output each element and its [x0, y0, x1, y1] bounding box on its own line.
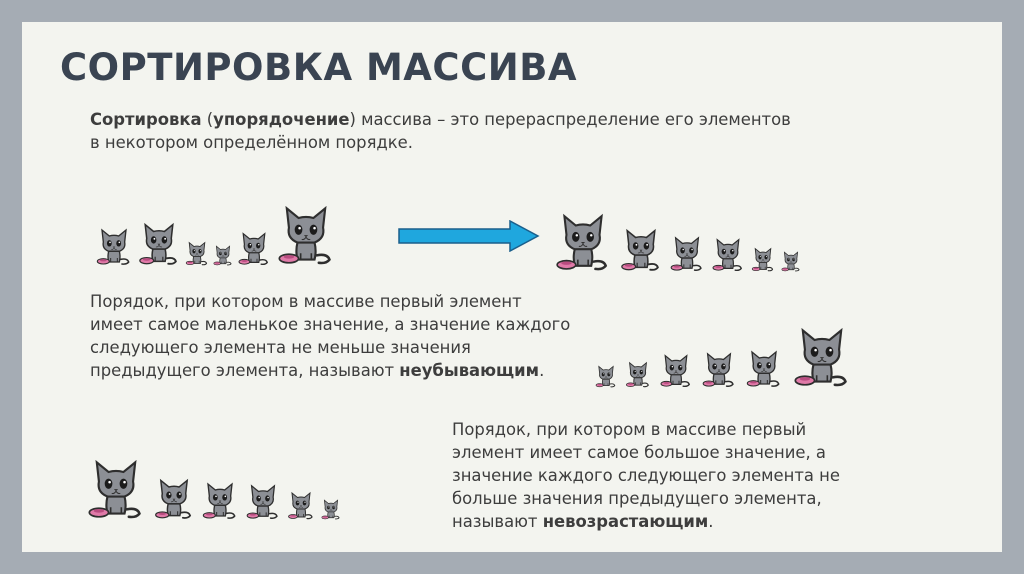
cat-icon — [212, 244, 234, 266]
nondecreasing-line3: следующего элемента не меньше значения — [90, 338, 471, 357]
cat-icon — [184, 240, 210, 266]
sorted-cats-row — [552, 198, 806, 272]
cat-icon — [244, 482, 282, 520]
descending-cats-row — [84, 444, 346, 520]
nonincreasing-paragraph — [452, 418, 882, 533]
nonincreasing-line3: значение каждого следующего элемента не — [452, 466, 840, 485]
cat-icon — [710, 236, 746, 272]
right-arrow-icon — [398, 220, 540, 256]
term-ordering: упорядочение — [213, 110, 350, 129]
cat-icon — [94, 226, 134, 266]
cat-icon — [236, 230, 272, 266]
term-nondecreasing: неубывающим — [399, 361, 540, 380]
nonincreasing-line4: больше значения предыдущего элемента, — [452, 489, 822, 508]
cat-icon — [790, 324, 854, 388]
close-paren: ) — [349, 110, 356, 129]
slide — [22, 22, 1002, 552]
cat-icon — [624, 360, 652, 388]
nondecreasing-line1: Порядок, при котором в массиве первый элемент — [90, 292, 522, 311]
nondecreasing-line2: имеет самое маленькое значение, а значение каждого — [90, 315, 571, 334]
cat-icon — [750, 246, 776, 272]
nonincreasing-line2: элемент имеет самое большое значение, а — [452, 443, 826, 462]
cat-icon — [274, 202, 338, 266]
definition-paragraph — [90, 108, 850, 154]
cat-icon — [200, 480, 240, 520]
nonincreasing-line5: называют — [452, 512, 543, 531]
nondecreasing-paragraph — [90, 290, 610, 382]
nondecreasing-line4: предыдущего элемента, называют — [90, 361, 400, 380]
cat-icon — [320, 498, 342, 520]
nonincreasing-end: . — [708, 512, 714, 531]
cat-icon — [618, 226, 664, 272]
cat-icon — [744, 348, 784, 388]
definition-text-line2: в некотором определённом порядке. — [90, 133, 413, 152]
cat-icon — [594, 364, 618, 388]
slide-title: СОРТИРОВКА МАССИВА — [60, 46, 578, 89]
nondecreasing-end: . — [539, 361, 545, 380]
cat-icon — [780, 250, 802, 272]
cat-icon — [152, 476, 196, 520]
ascending-cats-row — [594, 314, 860, 388]
cat-icon — [286, 490, 316, 520]
cat-icon — [552, 210, 614, 272]
term-nonincreasing: невозрастающим — [542, 512, 709, 531]
nonincreasing-line1: Порядок, при котором в массиве первый — [452, 420, 807, 439]
cat-icon — [700, 350, 738, 388]
cat-icon — [668, 234, 706, 272]
open-paren: ( — [201, 110, 214, 129]
cat-icon — [84, 456, 148, 520]
term-sorting: Сортировка — [90, 110, 202, 129]
definition-text-line1: массива – это перераспределение его элементов — [355, 110, 791, 129]
unsorted-cats-row — [94, 194, 340, 266]
cat-icon — [136, 220, 182, 266]
cat-icon — [658, 352, 694, 388]
